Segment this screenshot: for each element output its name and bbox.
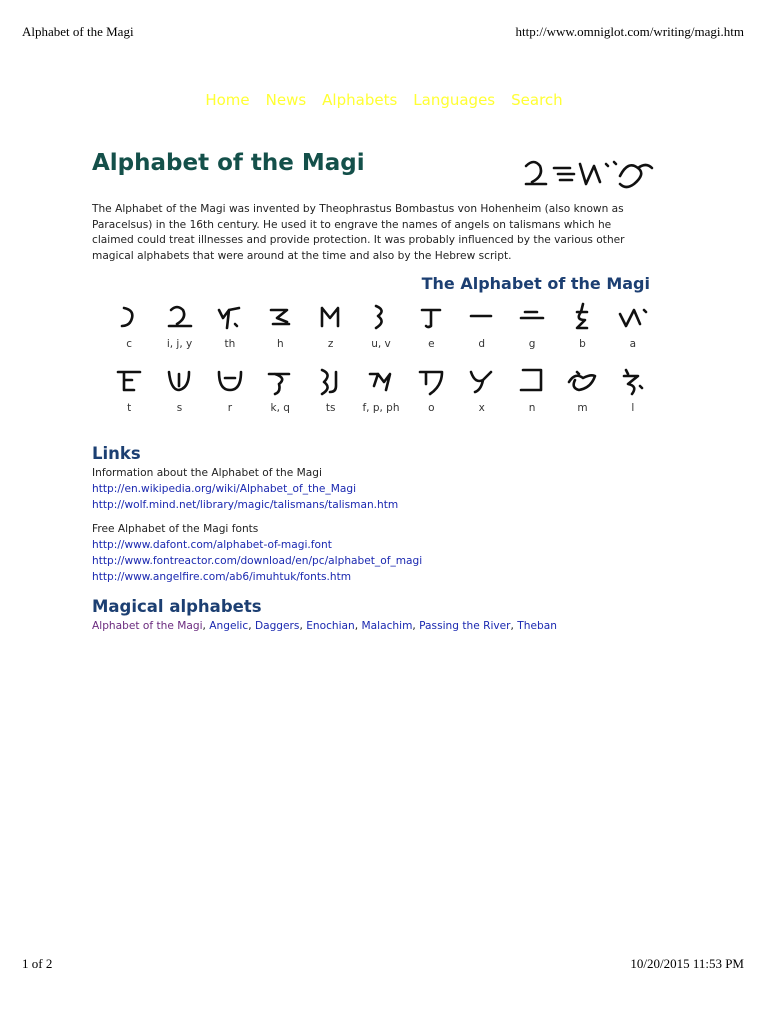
glyph-r (213, 364, 247, 398)
glyph-a (616, 300, 650, 334)
list-separator: , (412, 620, 420, 632)
print-header (22, 24, 744, 40)
letter-f-p-ph (356, 364, 406, 414)
nav-alphabets[interactable]: Alphabets (322, 91, 398, 109)
links-heading: Links (92, 444, 141, 463)
letter-label: t (127, 402, 132, 414)
intro-paragraph: The Alphabet of the Magi was invented by Theophrastus Bombastus von Hohenheim (also known as Paracelsus) in the 16th century. He used it to engrave the names of angels on talismans which he claimed could treat illnesses and provide protection. It was probably influenced by the various other magical alphabets that were around at the time and also by the Hebrew script. (92, 203, 625, 262)
glyph-h (263, 300, 297, 334)
alphabet-row-1 (104, 300, 658, 350)
letter-a (608, 300, 658, 350)
page-title: Alphabet of the Magi (92, 150, 365, 176)
letter-label: c (126, 338, 133, 350)
letter-t (104, 364, 154, 414)
glyph-n (515, 364, 549, 398)
print-datetime: 10/20/2015 11:53 PM (630, 956, 744, 971)
letter-h (255, 300, 305, 350)
letter-r (205, 364, 255, 414)
letter-label: g (528, 338, 536, 350)
link-dafont[interactable]: http://www.dafont.com/alphabet-of-magi.font (92, 539, 332, 551)
glyph-m (565, 364, 599, 398)
letter-label: b (579, 338, 586, 350)
letter-z (305, 300, 355, 350)
letter-label: d (478, 338, 486, 350)
letter-i-j-y (154, 300, 204, 350)
font-links-label: Free Alphabet of the Magi fonts (92, 523, 259, 535)
glyph-u-v (364, 300, 398, 334)
nav-languages[interactable]: Languages (413, 91, 496, 109)
alphabet-link-enochian[interactable]: Enochian (306, 620, 355, 632)
glyph-e (414, 300, 448, 334)
glyph-c (112, 300, 146, 334)
letter-label: f, p, ph (362, 402, 400, 414)
letter-e (406, 300, 456, 350)
magical-alphabets-list (92, 620, 652, 632)
alphabet-heading: The Alphabet of the Magi (421, 274, 650, 293)
glyph-o (414, 364, 448, 398)
glyph-th (213, 300, 247, 334)
glyph-i-j-y (163, 300, 197, 334)
letter-label: m (577, 402, 588, 414)
letter-o (406, 364, 456, 414)
letter-label: u, v (371, 338, 391, 350)
top-nav (0, 91, 768, 109)
list-separator: , (299, 620, 307, 632)
letter-c (104, 300, 154, 350)
letter-g (507, 300, 557, 350)
glyph-k-q (263, 364, 297, 398)
letter-label: k, q (270, 402, 290, 414)
info-links-label: Information about the Alphabet of the Magi (92, 467, 322, 479)
letter-label: a (629, 338, 637, 350)
letter-b (557, 300, 607, 350)
letter-label: e (428, 338, 435, 350)
glyph-x (465, 364, 499, 398)
letter-label: r (227, 402, 233, 414)
letter-ts (305, 364, 355, 414)
letter-u-v (356, 300, 406, 350)
glyph-l (616, 364, 650, 398)
alphabet-link-angelic[interactable]: Angelic (209, 620, 249, 632)
letter-n (507, 364, 557, 414)
page-count: 1 of 2 (22, 956, 53, 971)
link-fontreactor[interactable]: http://www.fontreactor.com/download/en/pc/alphabet_of_magi (92, 555, 423, 567)
letter-d (457, 300, 507, 350)
alphabet-link-passing-the-river[interactable]: Passing the River (419, 620, 511, 632)
letter-label: n (528, 402, 536, 414)
glyph-d (465, 300, 499, 334)
alphabet-link-malachim[interactable]: Malachim (361, 620, 413, 632)
letter-m (557, 364, 607, 414)
alphabet-link-magi[interactable]: Alphabet of the Magi (92, 620, 203, 632)
link-wikipedia[interactable]: http://en.wikipedia.org/wiki/Alphabet_of_the_Magi (92, 483, 357, 495)
glyph-s (163, 364, 197, 398)
letter-k-q (255, 364, 305, 414)
alphabet-link-daggers[interactable]: Daggers (254, 620, 300, 632)
print-footer (22, 956, 744, 972)
magical-alphabets-heading: Magical alphabets (92, 597, 262, 616)
letter-label: o (428, 402, 435, 414)
glyph-f-p-ph (364, 364, 398, 398)
alphabet-row-2 (104, 364, 658, 414)
letter-x (457, 364, 507, 414)
print-header-url: http://www.omniglot.com/writing/magi.htm (515, 24, 744, 39)
list-separator: , (510, 620, 518, 632)
glyph-g (515, 300, 549, 334)
letter-label: s (176, 402, 183, 414)
letter-th (205, 300, 255, 350)
glyph-z (314, 300, 348, 334)
letter-l (608, 364, 658, 414)
nav-search[interactable]: Search (511, 91, 563, 109)
font-links (92, 521, 652, 585)
letter-label: i, j, y (166, 338, 193, 350)
list-separator: , (202, 620, 210, 632)
glyph-b (565, 300, 599, 334)
letter-label: h (276, 338, 284, 350)
info-links (92, 465, 652, 513)
link-angelfire[interactable]: http://www.angelfire.com/ab6/imuhtuk/fonts.htm (92, 571, 352, 583)
letter-label: z (327, 338, 334, 350)
alphabet-link-theban[interactable]: Theban (517, 620, 557, 632)
magi-script-logo (520, 154, 655, 194)
letter-s (154, 364, 204, 414)
list-separator: , (248, 620, 255, 632)
letter-label: x (478, 402, 485, 414)
letter-label: th (224, 338, 236, 350)
link-wolf-mind[interactable]: http://wolf.mind.net/library/magic/talismans/talisman.htm (92, 499, 399, 511)
list-separator: , (354, 620, 362, 632)
letter-label: l (631, 402, 635, 414)
nav-news[interactable]: News (265, 91, 307, 109)
glyph-t (112, 364, 146, 398)
letter-label: ts (325, 402, 336, 414)
nav-home[interactable]: Home (205, 91, 250, 109)
print-header-title: Alphabet of the Magi (22, 24, 134, 39)
glyph-ts (314, 364, 348, 398)
